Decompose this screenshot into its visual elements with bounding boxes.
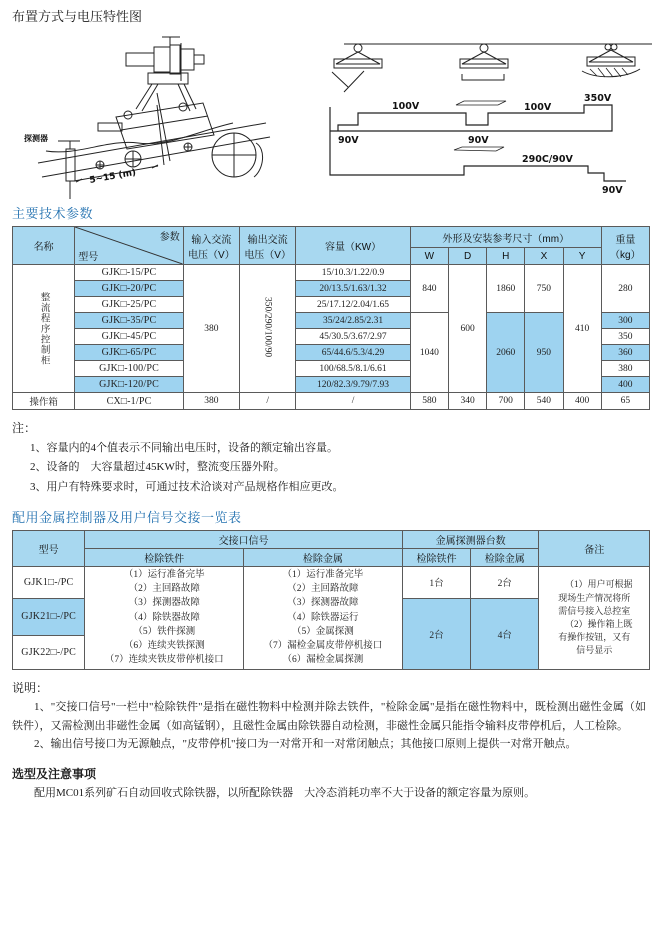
figure-title: 布置方式与电压特性图	[12, 9, 143, 24]
iron-signal-item: （3）探测器故障	[128, 598, 200, 609]
metal-signal-item: （4）除铁器运行	[287, 612, 359, 623]
header-output-voltage	[240, 227, 296, 265]
table2-header-row-1	[13, 530, 650, 548]
table2-row	[13, 566, 650, 598]
group-name-rectifier: 整流程序控制柜	[13, 265, 75, 393]
cell-dim-h-top: 1860	[487, 265, 525, 313]
table-header-row-1	[13, 227, 650, 248]
selection-title: 选型及注意事项	[12, 766, 97, 781]
iron-signal-item: （6）连续夹铁探测	[123, 641, 205, 651]
voltage-label-90v-right: 90V	[602, 185, 623, 196]
cell-model: GJK□-65/PC	[75, 345, 184, 361]
cell-model: GJK□-15/PC	[75, 265, 184, 281]
cell-capacity: 35/24/2.85/2.31	[296, 313, 411, 329]
cell-dim-y: 410	[563, 265, 601, 393]
cell-input-voltage: 380	[183, 393, 239, 410]
notes-lead: 注：	[12, 421, 37, 435]
header-name: 名称	[13, 227, 75, 265]
header-capacity: 容量（KW）	[296, 227, 411, 265]
cell-output-voltage: /	[240, 393, 296, 410]
metal-signal-item: （6）漏检金属探测	[282, 655, 364, 666]
header2-det-iron: 检除铁件	[402, 548, 470, 566]
cell-remark	[539, 566, 650, 669]
cell-output-voltage	[240, 265, 296, 393]
iron-signal-item: （5）铁件探测	[133, 626, 196, 637]
header-input-voltage-line1: 输入交流	[191, 234, 232, 246]
header-output-voltage-line1: 输出交流	[247, 234, 288, 246]
metal-signal-item: （1）运行准备完毕	[282, 569, 364, 580]
notes-block	[12, 418, 646, 497]
table-row	[13, 265, 650, 281]
cell-model: GJK□-20/PC	[75, 281, 184, 297]
cell-det-iron-count: 2台	[402, 598, 470, 669]
voltage-label-90v-left: 90V	[338, 135, 359, 146]
header-dim-d: D	[448, 248, 486, 265]
remark-line: 现场生产情况将所	[558, 592, 631, 603]
cell-weight: 350	[601, 329, 649, 345]
cell-capacity: /	[296, 393, 411, 410]
cell-capacity: 15/10.3/1.22/0.9	[296, 265, 411, 281]
iron-signal-item: （4）除铁器故障	[128, 612, 200, 623]
cell-weight: 380	[601, 361, 649, 377]
cell-dim-d: 340	[448, 393, 486, 410]
header-weight	[601, 227, 649, 265]
note-item: 1、容量内的4个值表示不同输出电压时，设备的额定输出容量。	[30, 442, 338, 454]
cell-input-voltage: 380	[183, 265, 239, 393]
voltage-label-90v-mid: 90V	[468, 135, 489, 146]
remark-line: （2）操作箱上既	[564, 618, 633, 629]
header-dim-x: X	[525, 248, 563, 265]
cell-dim-x-top: 750	[525, 265, 563, 313]
cell-iron-signals	[85, 566, 244, 669]
cell-dim-w: 580	[410, 393, 448, 410]
cell-model: GJK□-100/PC	[75, 361, 184, 377]
distance-label-text: 5~15 (m)	[88, 167, 137, 186]
header-dim-y: Y	[563, 248, 601, 265]
cell-dim-h-bottom: 2060	[487, 313, 525, 393]
voltage-characteristic-diagram	[316, 35, 654, 200]
metal-signal-item: （3）探测器故障	[287, 598, 359, 609]
header-weight-line1: 重量	[615, 234, 636, 246]
metal-signal-item: （7）漏检金属皮带停机接口	[263, 641, 383, 651]
cell-weight: 360	[601, 345, 649, 361]
header2-model: 型号	[13, 530, 85, 566]
metal-controller-table	[12, 530, 650, 670]
cell-dim-w-top: 840	[410, 265, 448, 313]
iron-signal-item: （7）连续夹铁皮带停机接口	[104, 655, 224, 666]
metal-signal-item: （2）主回路故障	[287, 584, 359, 594]
remark-line: 有操作按钮，又有	[558, 631, 631, 642]
header2-detector-count: 金属探测器台数	[402, 530, 539, 548]
selection-body: 配用MC01系列矿石自动回收式除铁器，以所配除铁器 大冷态消耗功率不大于设备的额定容量为原则。	[34, 787, 536, 800]
header-model-label: 型号	[78, 252, 99, 263]
explanation-paragraph-2: 2、输出信号接口为无源触点，"皮带停机"接口为一对常开和一对常闭触点；其他接口原则上提供一对常开触点。	[34, 738, 577, 751]
cell-weight: 65	[601, 393, 649, 410]
cell-model: GJK□-120/PC	[75, 377, 184, 393]
table-row-operator-box	[13, 393, 650, 410]
header-param-model	[75, 227, 184, 265]
metal-signal-item: （5）金属探测	[292, 626, 354, 637]
note-item: 2、设备的 大容量超过45KW时，整流变压器外附。	[30, 461, 285, 474]
voltage-label-100v-right: 100V	[524, 102, 552, 113]
header2-det-metal: 检除金属	[471, 548, 539, 566]
selection-block	[12, 764, 646, 803]
header2-remove-iron: 检除铁件	[85, 548, 244, 566]
cell-model: GJK□-45/PC	[75, 329, 184, 345]
header-input-voltage	[183, 227, 239, 265]
header-dim-h: H	[487, 248, 525, 265]
section-title-main-specs: 主要技术参数	[12, 206, 94, 221]
cell-model: GJK1□-/PC	[13, 566, 85, 598]
cell-dim-x: 540	[525, 393, 563, 410]
header-dimensions: 外形及安装参考尺寸（mm）	[410, 227, 601, 248]
section-title-metal-controller: 配用金属控制器及用户信号交接一览表	[12, 509, 242, 525]
cell-capacity: 20/13.5/1.63/1.32	[296, 281, 411, 297]
remark-line: 信号显示	[576, 644, 613, 655]
conveyor-layout-diagram	[18, 31, 318, 201]
voltage-label-100v-left: 100V	[392, 101, 420, 112]
figures-area	[8, 25, 646, 203]
cell-model: GJK□-25/PC	[75, 297, 184, 313]
cell-dim-x-bottom: 950	[525, 313, 563, 393]
note-item: 3、用户有特殊要求时，可通过技术洽谈对产品规格作相应更改。	[30, 480, 344, 493]
header-input-voltage-line2: 电压（V）	[188, 249, 235, 261]
cell-model: GJK21□-/PC	[13, 598, 85, 635]
header2-interface-signal: 交接口信号	[85, 530, 402, 548]
cell-dim-h: 700	[487, 393, 525, 410]
voltage-label-350v: 350V	[584, 93, 612, 104]
explanation-lead: 说明：	[12, 680, 49, 695]
table-row	[13, 313, 650, 329]
iron-signal-item: （1）运行准备完毕	[123, 569, 205, 580]
cell-det-iron-count: 1台	[402, 566, 470, 598]
cell-det-metal-count: 2台	[471, 566, 539, 598]
cell-det-metal-count: 4台	[471, 598, 539, 669]
main-specs-table	[12, 226, 650, 410]
cell-capacity: 120/82.3/9.79/7.93	[296, 377, 411, 393]
iron-signal-item: （2）主回路故障	[128, 584, 200, 594]
header-dim-w: W	[410, 248, 448, 265]
header2-remove-metal: 检除金属	[244, 548, 403, 566]
header-param-label: 参数	[159, 232, 180, 243]
cell-capacity: 65/44.6/5.3/4.29	[296, 345, 411, 361]
explanation-block	[12, 678, 646, 754]
cell-model: CX□-1/PC	[75, 393, 184, 410]
cell-weight: 400	[601, 377, 649, 393]
cell-model: GJK22□-/PC	[13, 635, 85, 669]
cell-weight: 300	[601, 313, 649, 329]
probe-label-text: 探测器	[24, 134, 48, 143]
cell-capacity: 25/17.12/2.04/1.65	[296, 297, 411, 313]
cell-capacity: 100/68.5/8.1/6.61	[296, 361, 411, 377]
cell-dim-w-bottom: 1040	[410, 313, 448, 393]
header-weight-line2: （kg）	[610, 249, 641, 261]
explanation-paragraph-1: 1、"交接口信号"一栏中"检除铁件"是指在磁性物料中检测并除去铁件，"检除金属"是指在磁性物料中，既检测出磁性金属（如铁件），又需检测出非磁性金属（如高锰钢），且磁性金属由除铁器自动检测，非磁性金属只能指令输料皮带停机后，人工检除。	[12, 700, 646, 732]
cell-weight: 280	[601, 265, 649, 313]
cell-dim-y: 400	[563, 393, 601, 410]
voltage-label-290c-90v: 290C/90V	[522, 154, 573, 165]
header2-remark: 备注	[539, 530, 650, 566]
cell-group-name-operator: 操作箱	[13, 393, 75, 410]
cell-capacity: 45/30.5/3.67/2.97	[296, 329, 411, 345]
remark-line: 需信号接入总控室	[558, 605, 631, 616]
cell-dim-d: 600	[448, 265, 486, 393]
header-output-voltage-line2: 电压（V）	[244, 249, 291, 261]
cell-model: GJK□-35/PC	[75, 313, 184, 329]
cell-output-voltage-text: 350/290/100/90	[262, 296, 273, 358]
cell-metal-signals	[244, 566, 403, 669]
remark-line: （1）用户可根据	[564, 579, 633, 590]
